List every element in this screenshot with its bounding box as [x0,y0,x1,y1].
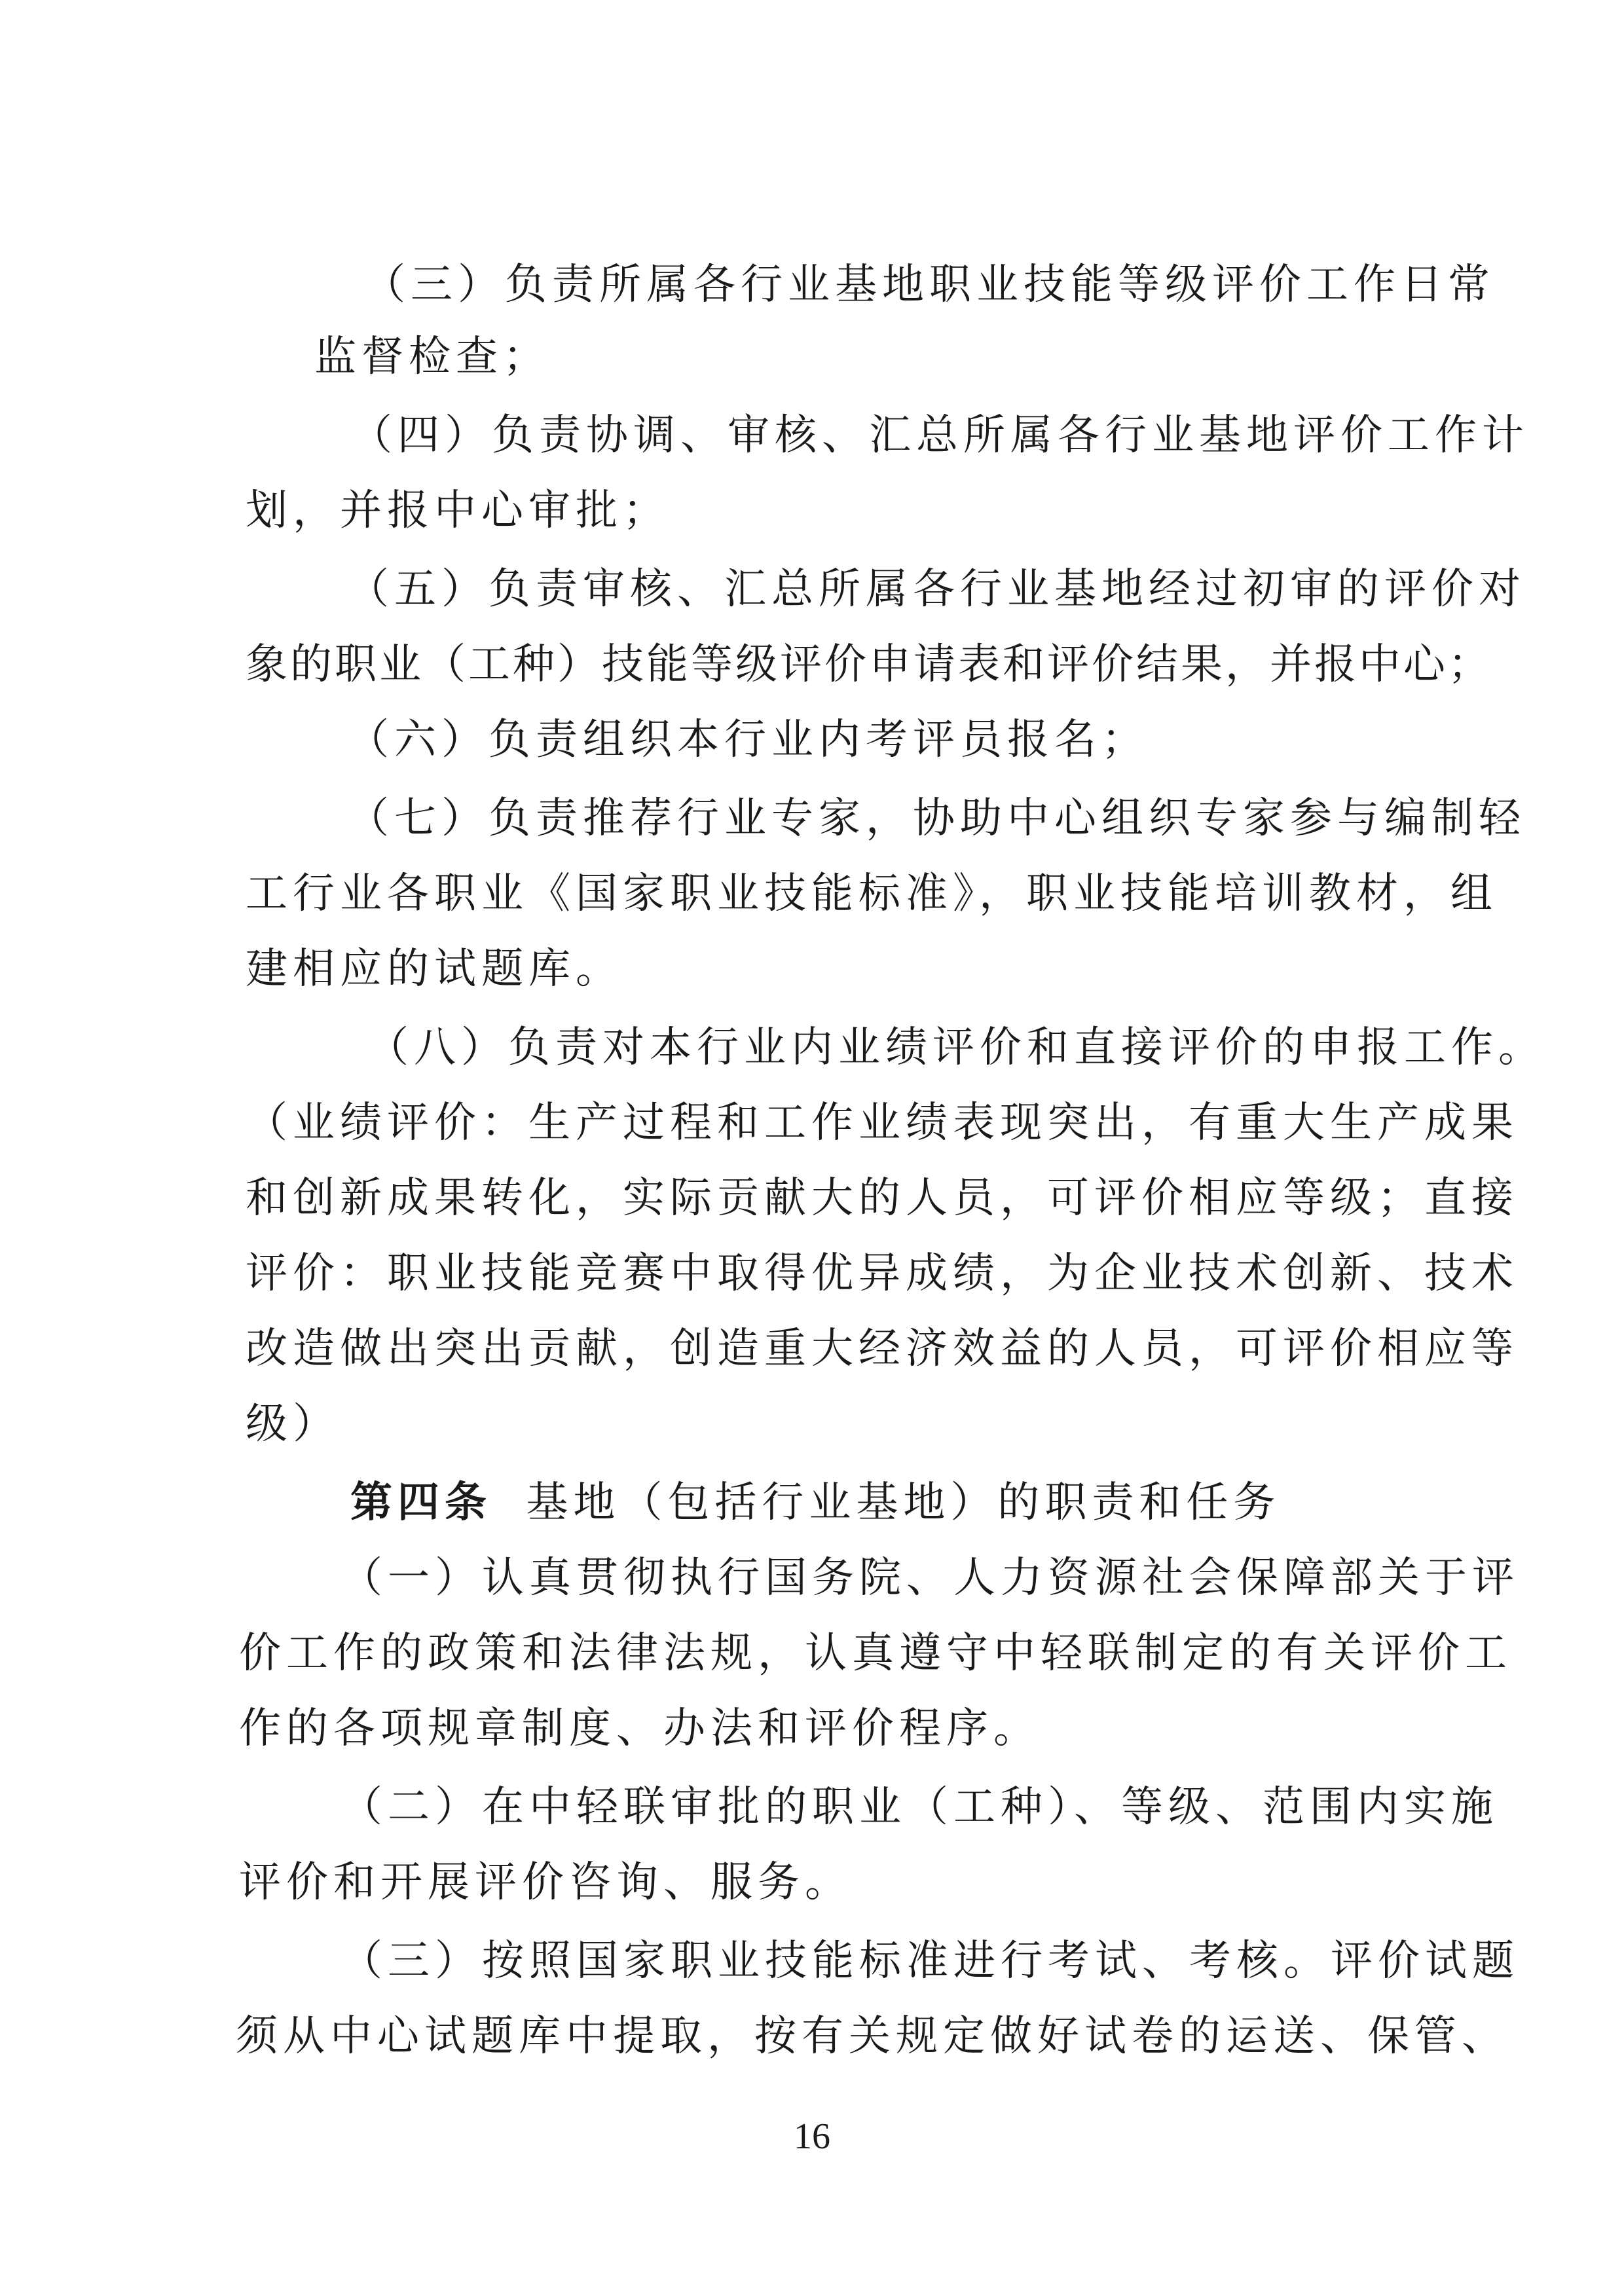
text-line: 工行业各职业《国家职业技能标准》，职业技能培训教材，组 [246,870,1498,918]
text-line: 建相应的试题库。 [246,945,623,993]
text-line: 作的各项规章制度、办法和评价程序。 [239,1704,1041,1753]
text-line: （三）按照国家职业技能标准进行考试、考核。评价试题 [341,1937,1519,1985]
text-line: 改造做出突出贡献，创造重大经济效益的人员，可评价相应等 [246,1325,1519,1373]
text-line: （四）负责协调、审核、汇总所属各行业基地评价工作计 [350,411,1529,460]
text-line: （七）负责推荐行业专家，协助中心组织专家参与编制轻 [347,794,1526,843]
text-line: 价工作的政策和法律法规，认真遵守中轻联制定的有关评价工 [239,1629,1512,1678]
text-line: 象的职业（工种）技能等级评价申请表和评价结果，并报中心； [246,640,1492,689]
text-line: （八）负责对本行业内业绩评价和直接评价的申报工作。 [367,1023,1545,1072]
text-line: 划，并报中心审批； [246,487,670,535]
text-line: （二）在中轻联审批的职业（工种）、等级、范围内实施 [341,1783,1498,1831]
text-line: （一）认真贯彻执行国务院、人力资源社会保障部关于评 [341,1554,1519,1602]
text-line: 和创新成果转化，实际贡献大的人员，可评价相应等级；直接 [246,1174,1519,1222]
text-line: 级） [246,1400,340,1448]
text-line: （六）负责组织本行业内考评员报名； [347,716,1149,764]
article-heading-line [350,1477,1555,1529]
text-line: 监督检查； [314,333,550,381]
article-number: 第四条 [350,1478,492,1527]
text-line: 评价：职业技能竞赛中取得优异成绩，为企业技术创新、技术 [246,1249,1519,1298]
article-title: 基地（包括行业基地）的职责和任务 [526,1478,1281,1527]
text-line: （业绩评价：生产过程和工作业绩表现突出，有重大生产成果 [246,1099,1519,1147]
text-line: （三）负责所属各行业基地职业技能等级评价工作日常 [363,261,1495,309]
text-line: 评价和开展评价咨询、服务。 [239,1858,852,1907]
text-line: （五）负责审核、汇总所属各行业基地经过初审的评价对 [347,565,1526,614]
page-number: 16 [794,2116,830,2157]
text-line: 须从中心试题库中提取，按有关规定做好试卷的运送、保管、 [236,2012,1509,2061]
